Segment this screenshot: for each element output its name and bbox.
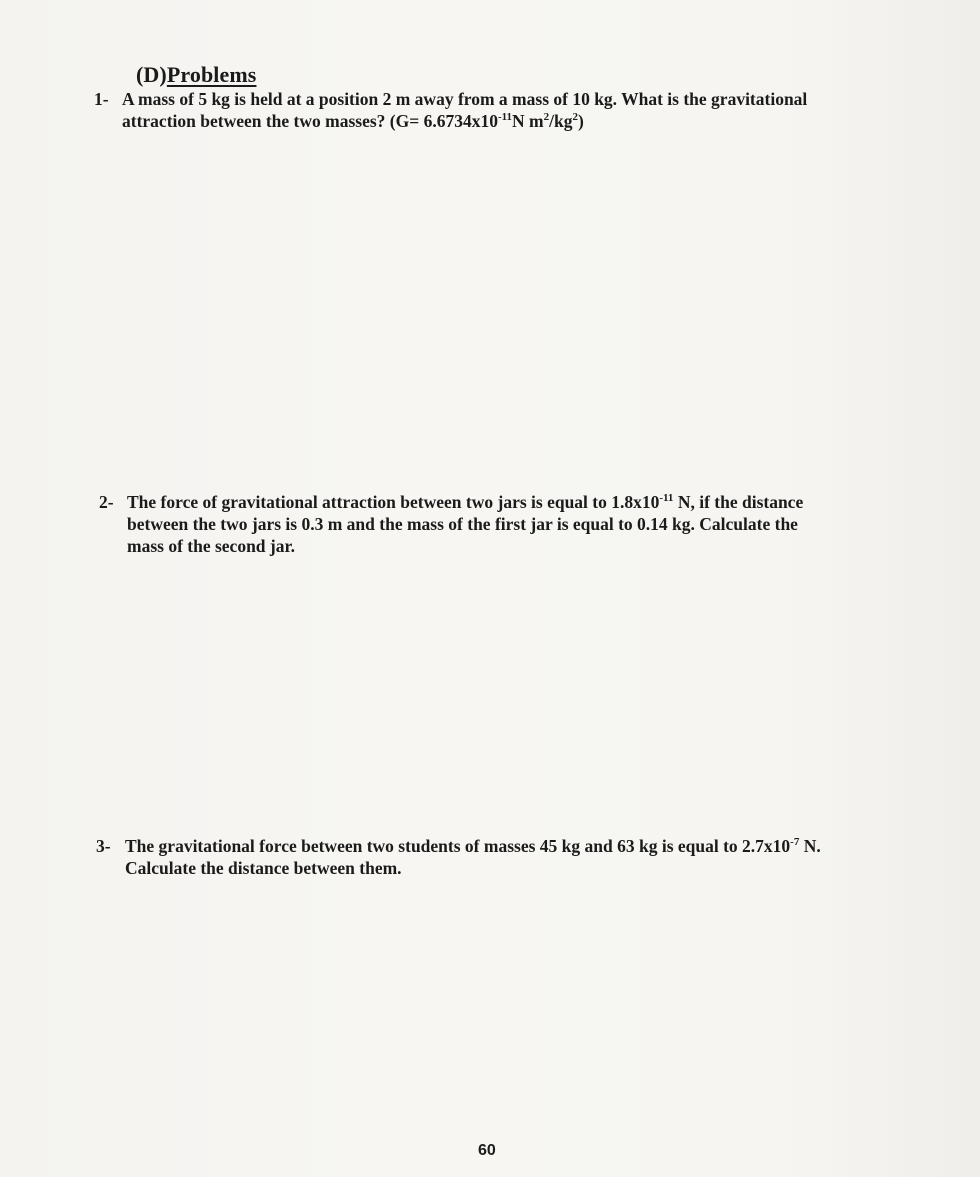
section-heading <box>136 62 256 88</box>
problem-number: 3- <box>96 836 111 856</box>
problem-text <box>127 491 803 557</box>
exponent: 2 <box>572 111 578 123</box>
problem-number: 2- <box>99 492 114 512</box>
problem-line: attraction between the two masses? ($G= 6.6734x10^{-11}N$ $m^2/kg^2$) <box>122 111 584 131</box>
problem-number: 1- <box>94 89 109 109</box>
exponent: -11 <box>497 111 513 123</box>
exponent: 2 <box>543 111 550 123</box>
exponent: -7 <box>790 836 800 848</box>
problem-line: The force of gravitational attraction between two jars is equal to $1.8x10^{-11}$ N, if the distance <box>127 492 804 512</box>
problem-line: Calculate the distance between them. <box>125 858 402 878</box>
page-number: 60 <box>478 1142 496 1159</box>
problem-text <box>125 835 821 879</box>
exponent: -11 <box>659 492 674 504</box>
problem-line: mass of the second jar. <box>127 536 296 556</box>
problem-line: The gravitational force between two students of masses 45 kg and 63 kg is equal to $2.7x10^{-7}$ N. <box>125 836 821 856</box>
problem-text <box>122 88 807 132</box>
problem-line: A mass of 5 kg is held at a position 2 m away from a mass of 10 kg. What is the gravitational <box>122 89 808 109</box>
section-title: Problems <box>166 62 257 87</box>
problem-line: between the two jars is 0.3 m and the mass of the first jar is equal to 0.14 kg. Calculate the <box>127 514 798 534</box>
section-prefix: (D) <box>136 62 167 87</box>
